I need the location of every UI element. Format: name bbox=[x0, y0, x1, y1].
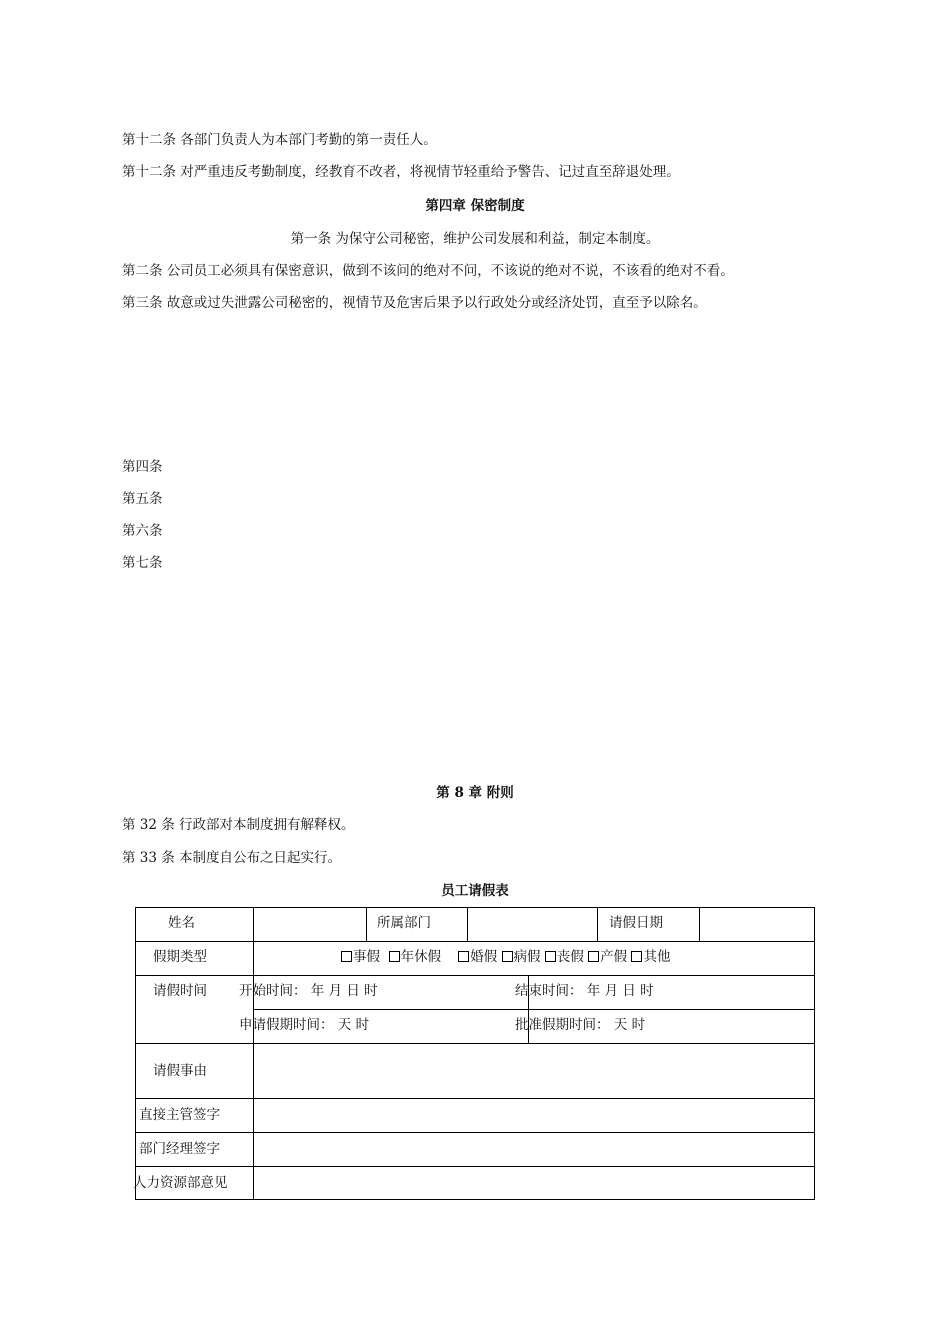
row-divider bbox=[135, 941, 815, 942]
option-sick[interactable]: 病假 bbox=[502, 949, 541, 965]
option-annual[interactable]: 年休假 bbox=[389, 949, 442, 965]
checkbox-icon bbox=[389, 951, 400, 962]
end-time-field[interactable]: 结束时间： 年 月 日 时 bbox=[515, 983, 654, 999]
article-12b: 第十二条 对严重违反考勤制度，经教育不改者，将视情节轻重给予警告、记过直至辞退处理。 bbox=[122, 164, 680, 180]
article-6: 第六条 bbox=[122, 523, 163, 539]
reason-field[interactable] bbox=[254, 1044, 813, 1097]
name-label: 姓名 bbox=[168, 915, 195, 931]
start-time-field[interactable]: 开始时间： 年 月 日 时 bbox=[239, 983, 378, 999]
chapter-4-title: 第四章 保密制度 bbox=[425, 198, 525, 214]
dept-field[interactable] bbox=[468, 908, 596, 940]
checkbox-icon bbox=[588, 951, 599, 962]
reason-label: 请假事由 bbox=[153, 1063, 207, 1079]
option-bereavement[interactable]: 丧假 bbox=[545, 949, 584, 965]
row-divider bbox=[253, 1009, 815, 1010]
checkbox-icon bbox=[631, 951, 642, 962]
supervisor-signature-field[interactable] bbox=[254, 1099, 813, 1131]
chapter-4-article-2: 第二条 公司员工必须具有保密意识，做到不该问的绝对不问，不该说的绝对不说，不该看的绝对不看。 bbox=[122, 263, 734, 279]
option-maternity[interactable]: 产假 bbox=[588, 949, 627, 965]
chapter-8-title: 第 8 章 附则 bbox=[436, 785, 514, 801]
article-32: 第 32 条 行政部对本制度拥有解释权。 bbox=[122, 817, 355, 833]
article-5: 第五条 bbox=[122, 491, 163, 507]
date-field[interactable] bbox=[700, 908, 813, 940]
article-12a: 第十二条 各部门负责人为本部门考勤的第一责任人。 bbox=[122, 132, 437, 148]
checkbox-icon bbox=[545, 951, 556, 962]
article-7: 第七条 bbox=[122, 555, 163, 571]
type-label: 假期类型 bbox=[153, 949, 207, 965]
date-label: 请假日期 bbox=[609, 915, 663, 931]
dept-label: 所属部门 bbox=[377, 915, 431, 931]
time-label: 请假时间 bbox=[153, 983, 207, 999]
checkbox-icon bbox=[502, 951, 513, 962]
hr-opinion-field[interactable] bbox=[254, 1167, 813, 1199]
chapter-4-article-1: 第一条 为保守公司秘密，维护公司发展和利益，制定本制度。 bbox=[290, 231, 660, 247]
chapter-4-article-3: 第三条 故意或过失泄露公司秘密的，视情节及危害后果予以行政处分或经济处罚，直至予以除名。 bbox=[122, 295, 707, 311]
manager-signature-field[interactable] bbox=[254, 1133, 813, 1165]
option-marriage[interactable]: 婚假 bbox=[458, 949, 497, 965]
approve-days-field[interactable]: 批准假期时间： 天 时 bbox=[515, 1017, 646, 1033]
name-field[interactable] bbox=[254, 908, 365, 940]
leave-form-title: 员工请假表 bbox=[441, 883, 509, 899]
checkbox-icon bbox=[458, 951, 469, 962]
apply-days-field[interactable]: 申请假期时间： 天 时 bbox=[239, 1017, 370, 1033]
supervisor-label: 直接主管签字 bbox=[139, 1107, 220, 1123]
option-other[interactable]: 其他 bbox=[631, 949, 670, 965]
option-personal[interactable]: 事假 bbox=[341, 949, 380, 965]
article-33: 第 33 条 本制度自公布之日起实行。 bbox=[122, 850, 342, 866]
col-divider bbox=[366, 907, 367, 941]
checkbox-icon bbox=[341, 951, 352, 962]
row-divider bbox=[135, 975, 815, 976]
leave-type-options bbox=[341, 945, 670, 965]
hr-label: 人力资源部意见 bbox=[133, 1175, 228, 1191]
col-divider bbox=[597, 907, 598, 941]
manager-label: 部门经理签字 bbox=[139, 1141, 220, 1157]
article-4: 第四条 bbox=[122, 459, 163, 475]
